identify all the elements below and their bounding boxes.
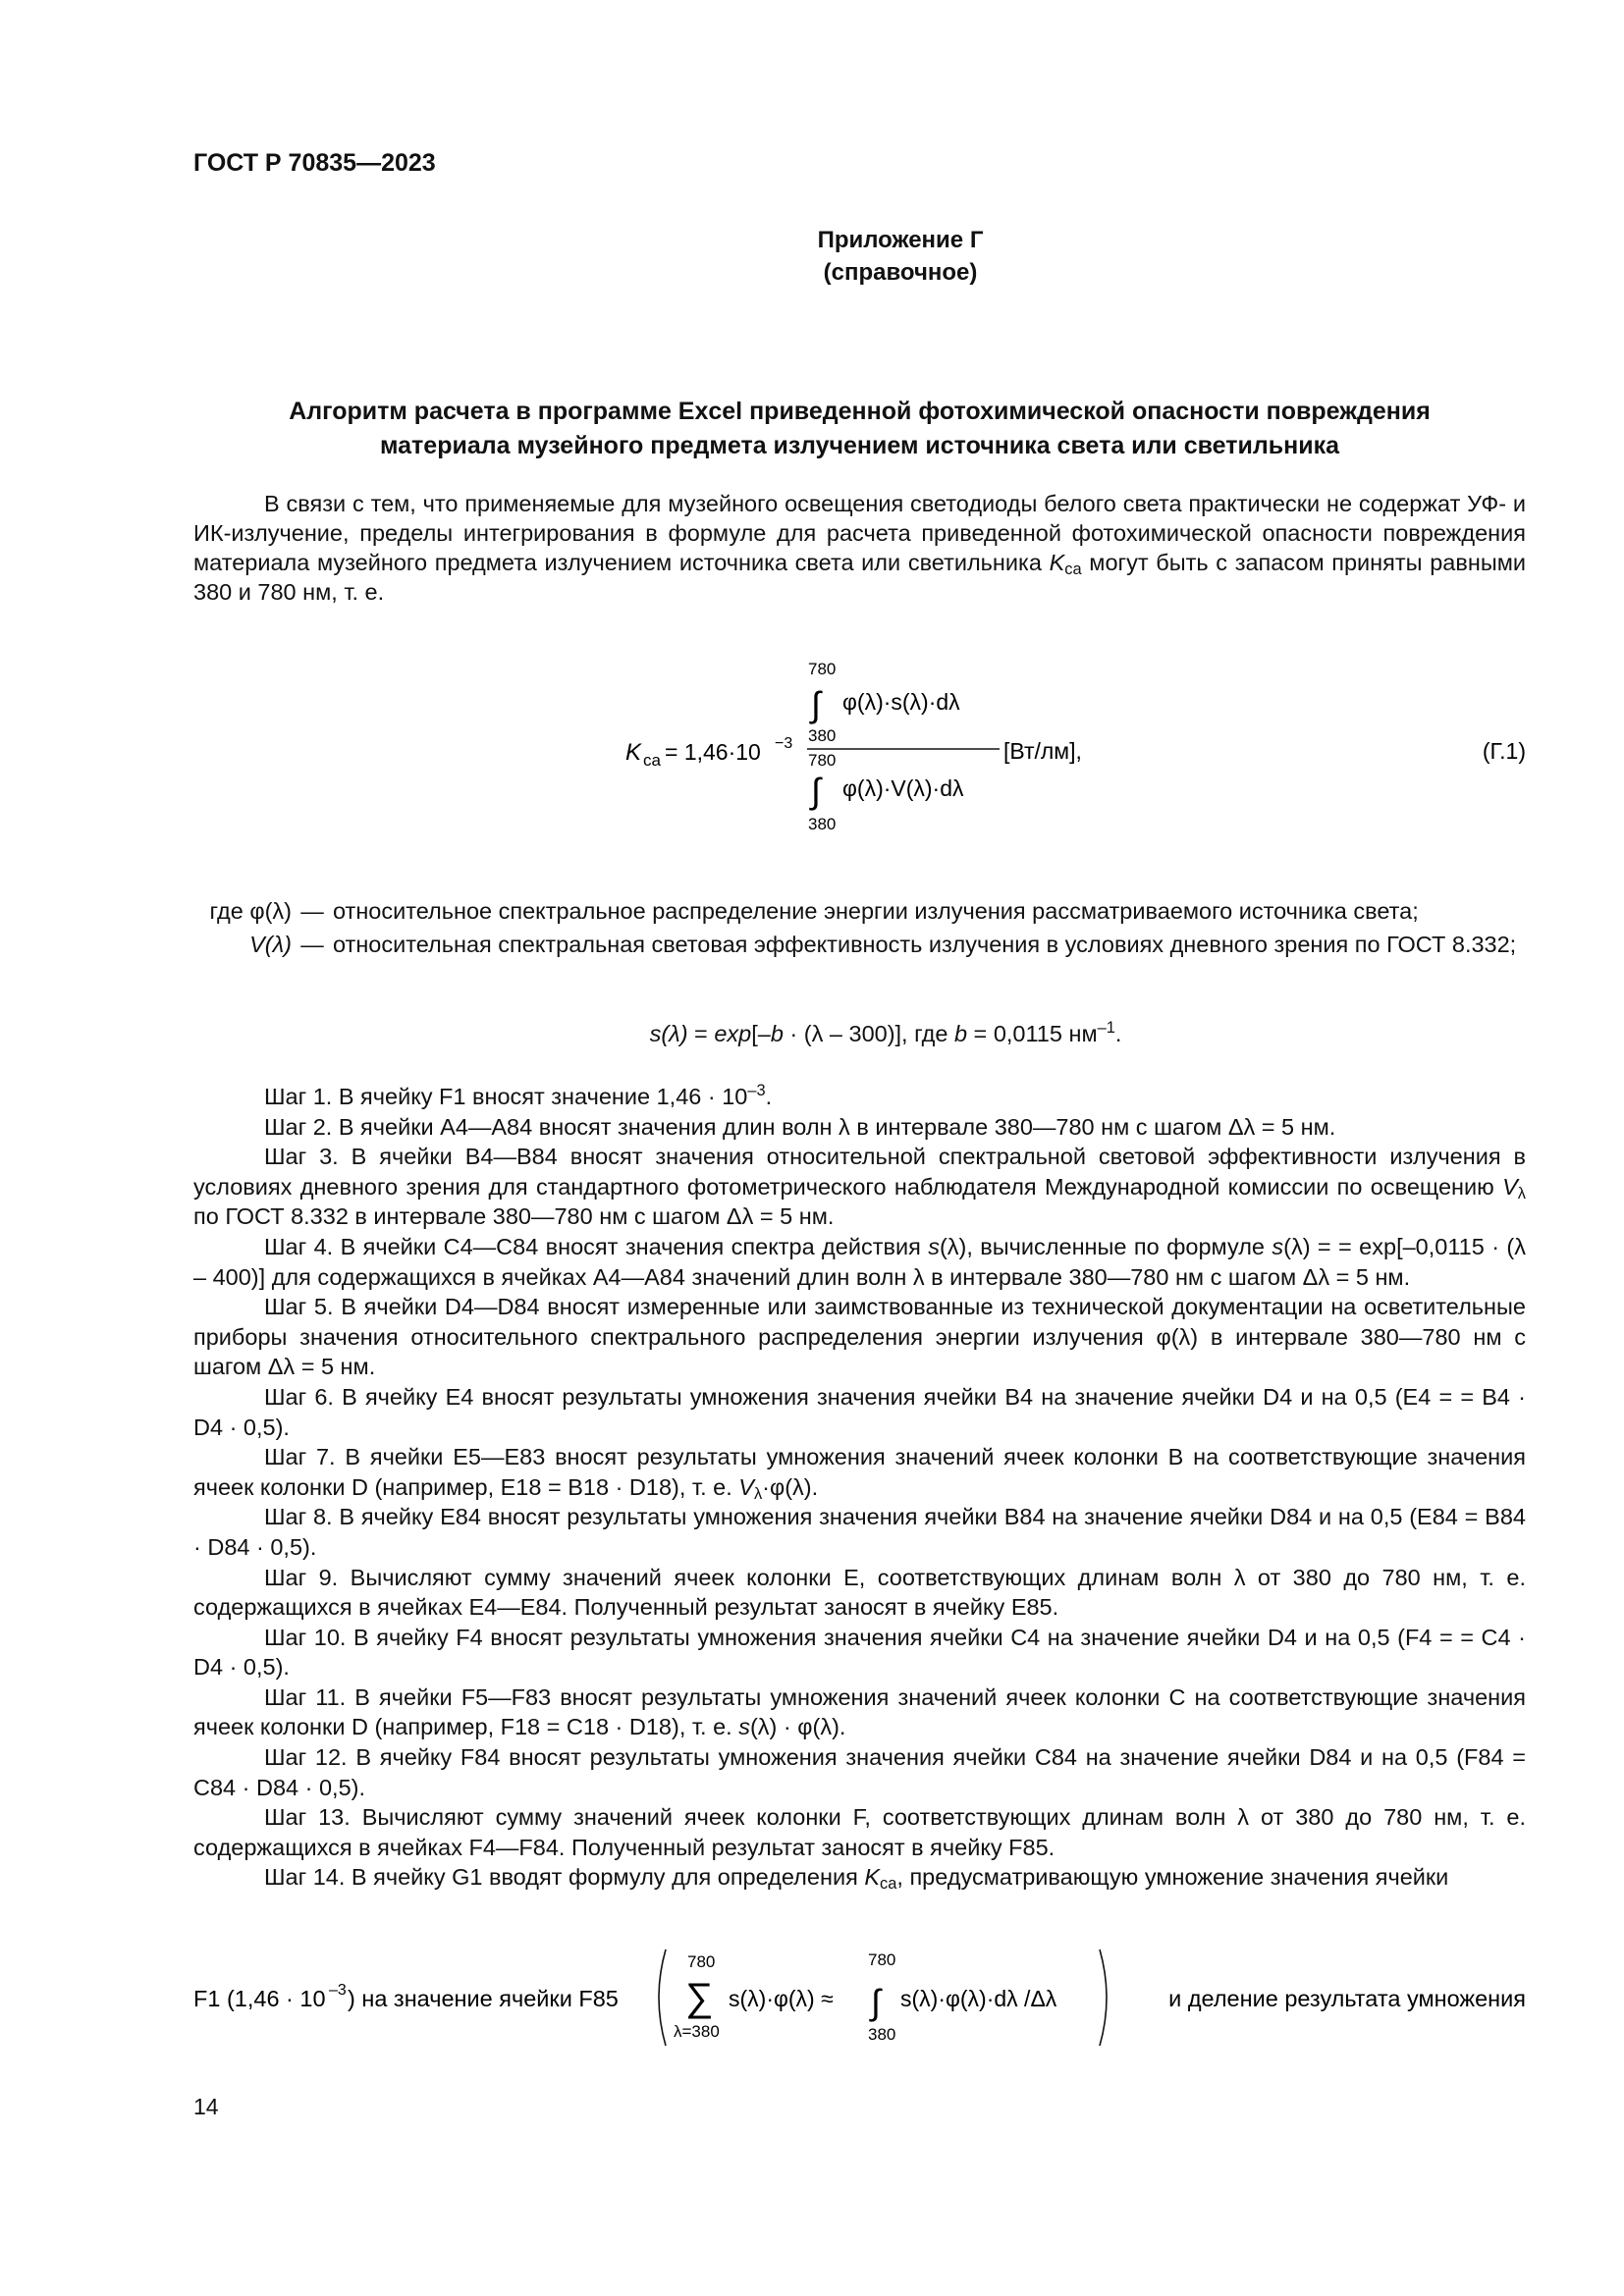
paren-left (659, 1949, 666, 2046)
step-10: Шаг 10. В ячейку F4 вносят результаты умножения значения ячейки C4 на значение ячейки D4 и на 0,5 (F4 = = C4 · D4 · 0,5). (193, 1624, 1526, 1681)
step-12: Шаг 12. В ячейку F84 вносят результаты умножения значения ячейки C84 на значение ячейки D84 и на 0,5 (F84 = C84 · D84 · 0,5). (193, 1744, 1526, 1800)
integral-sign-den: ∫ (811, 771, 821, 811)
formula-number: (Г.1) (1482, 738, 1526, 764)
sum-expr: s(λ)·φ(λ) ≈ (729, 1986, 834, 2011)
int-sign: ∫ (871, 1982, 881, 2022)
int-lower: 380 (868, 2025, 896, 2044)
sum-left-exp: –3 (329, 1982, 347, 1999)
step-3: Шаг 3. В ячейки B4—B84 вносят значения относительной спектральной световой эффективности излучения в условиях дневного зрения для стандартного фотометрического наблюдателя Международной комиссии по освещению $V_\lambda$ по ГОСТ 8.332 в интервале 380—780 нм с шагом Δλ = 5 нм. (193, 1144, 1526, 1230)
definition-v: V(λ) — относительная спектральная световая эффективность излучения в условиях дневного зрения по ГОСТ 8.332; (249, 932, 1517, 957)
sum-left-b: ) на значение ячейки F85 (348, 1986, 619, 2011)
steps-list (193, 1082, 1526, 1893)
formula-sum-line (0, 1944, 1624, 2052)
step-14: Шаг 14. В ячейку G1 вводят формулу для определения $K_{ca}$, предусматривающую умножение значения ячейки (264, 1864, 1449, 1894)
int-upper: 780 (868, 1950, 896, 1969)
page-number: 14 (193, 2094, 219, 2119)
title-line-1: Алгоритм расчета в программе Excel приведенной фотохимической опасности повреждения (289, 398, 1431, 425)
step-1: Шаг 1. В ячейку F1 вносят значение $1,46 \cdot 10^{-3}$. (264, 1082, 773, 1109)
formula-unit: [Вт/лм], (1003, 738, 1082, 764)
appendix-heading (0, 224, 1624, 289)
step-8: Шаг 8. В ячейку E84 вносят результаты умножения значения ячейки B84 на значение ячейки D84 и на 0,5 (E84 = B84 · D84 · 0,5). (193, 1504, 1526, 1560)
step-7: Шаг 7. В ячейки E5—E83 вносят результаты умножения значений ячеек колонки B на соответствующие значения ячеек колонки D (например, E18 = B18 · D18), т. е. $V_\lambda\cdot\varphi(\lambda)$. (193, 1444, 1526, 1503)
standard-header: ГОСТ Р 70835—2023 (193, 149, 436, 177)
sum-upper: 780 (687, 1952, 716, 1971)
step-6: Шаг 6. В ячейку E4 вносят результаты умножения значения ячейки B4 на значение ячейки D4 и на 0,5 (E4 = = B4 · D4 · 0,5). (193, 1383, 1526, 1440)
title-line-2: материала музейного предмета излучением источника света или светильника (379, 432, 1339, 459)
step-9: Шаг 9. Вычисляют сумму значений ячеек колонки E, соответствующих длинам волн λ от 380 до 780 нм, т. е. содержащихся в ячейках E4—E84. Полученный результат заносят в ячейку E85. (193, 1564, 1526, 1621)
den-upper-limit: 780 (808, 751, 837, 770)
numerator-expr: φ(λ)·s(λ)·dλ (842, 689, 960, 715)
definition-phi: где φ(λ) — относительное спектральное распределение энергии излучения рассматриваемого источника света; (209, 898, 1419, 924)
integral-sign-num: ∫ (811, 684, 821, 724)
formula-coef-exp: −3 (775, 735, 793, 752)
den-lower-limit: 380 (808, 815, 837, 833)
num-upper-limit: 780 (808, 660, 837, 678)
appendix-title: Приложение Г (817, 227, 984, 253)
definitions-list (193, 896, 1526, 963)
formula-lhs-sub: ca (643, 751, 661, 770)
sum-sign: ∑ (685, 1976, 714, 2019)
paren-right (1100, 1949, 1107, 2046)
sum-right: и деление результата умножения (1168, 1986, 1526, 2011)
sum-left-a: F1 (1,46 · 10 (193, 1986, 326, 2011)
document-title (193, 395, 1526, 463)
step-2: Шаг 2. В ячейки A4—A84 вносят значения длин волн λ в интервале 380—780 нм с шагом Δλ = 5 нм. (264, 1113, 1336, 1140)
denominator-expr: φ(λ)·V(λ)·dλ (842, 775, 964, 801)
formula-coef: = 1,46·10 (665, 739, 761, 765)
step-13: Шаг 13. Вычисляют сумму значений ячеек колонки F, соответствующих длинам волн λ от 380 до 780 нм, т. е. содержащихся в ячейках F4—F84. Полученный результат заносят в ячейку F85. (193, 1804, 1526, 1860)
formula-g1 (0, 653, 1624, 849)
intro-paragraph: В связи с тем, что применяемые для музейного освещения светодиоды белого света практически не содержат УФ- и ИК-излучение, пределы интегрирования в формуле для расчета приведенной фотохимической опасности повреждения материала музейного предмета излучением источника света или светильника $K_{ca}$ могут быть с запасом приняты равными 380 и 780 нм, т. е. (193, 491, 1526, 605)
step-4: Шаг 4. В ячейки C4—C84 вносят значения спектра действия s(λ), вычисленные по формуле s(λ) = = exp[–0,0115 · (λ – 400)] для содержащихся в ячейках A4—A84 значений длин волн λ в интервале 380—780 нм с шагом Δλ = 5 нм. (193, 1233, 1526, 1290)
num-lower-limit: 380 (808, 726, 837, 745)
appendix-kind: (справочное) (823, 259, 978, 286)
sum-lower: λ=380 (674, 2022, 720, 2041)
int-expr: s(λ)·φ(λ)·dλ /Δλ (900, 1986, 1057, 2011)
formula-s-lambda: s(λ) = exp[–b · (λ – 300)], где b = 0,0115 $нм^{-1}$. (649, 1019, 1122, 1046)
step-11: Шаг 11. В ячейки F5—F83 вносят результаты умножения значений ячеек колонки C на соответствующие значения ячеек колонки D (например, F18 = C18 · D18), т. е. s(λ) · φ(λ). (193, 1683, 1526, 1740)
formula-sum-svg (0, 1944, 1624, 2052)
formula-g1-svg (0, 653, 1624, 849)
step-5: Шаг 5. В ячейки D4—D84 вносят измеренные или заимствованные из технической документации на осветительные приборы значения относительного спектрального распределения энергии излучения φ(λ) в интервале 380—780 нм с шагом Δλ = 5 нм. (193, 1294, 1526, 1380)
formula-lhs: K (625, 739, 642, 766)
